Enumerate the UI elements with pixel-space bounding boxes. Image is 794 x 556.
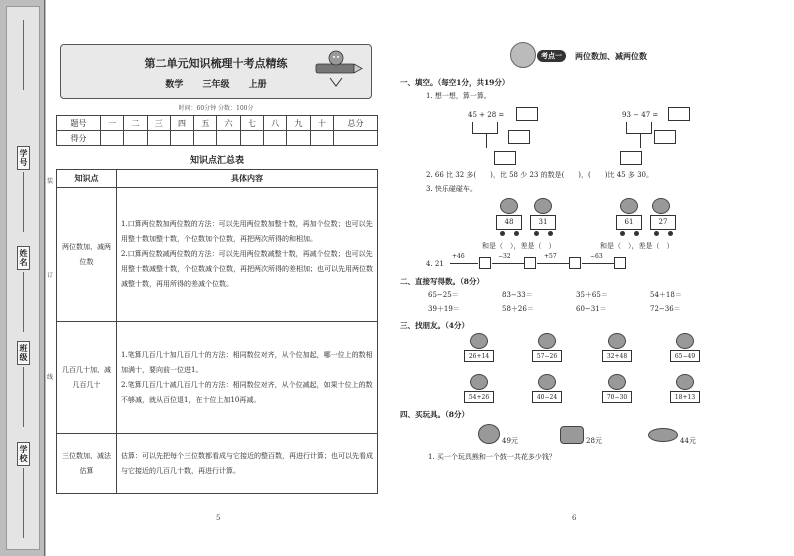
arith-item: 39＋19＝ [428,305,460,313]
dog-icon [652,198,670,214]
wheel-icon [634,231,639,236]
tree2-eq: = [652,111,659,119]
tree2-a: 93 [622,111,631,119]
header-knowledge-point: 知识点 [57,170,117,188]
pencil-mascot-icon [312,48,364,88]
elephant-icon [470,374,488,390]
score-cell: 七 [240,116,263,131]
score-entry[interactable] [310,131,333,146]
score-cell: 一 [101,116,124,131]
wheel-icon [668,231,673,236]
unit-title: 两位数加、减两位数 [575,51,647,61]
arith-item: 72−36＝ [650,305,681,313]
knowledge-content: 1.口算两位数加两位数的方法：可以先用两位数加整十数，再加个位数；也可以先用整十数加整十数，个位数加个位数，再把两次所得的和相加。 2.口算两位数减两位数的方法：可以先用两位数减整十数，再减个位数；也可以先用整十数减整十数，个位数减个位数，再把两次所得的差相加；也可以先用两位数减整十数，再用所得的差减个位数。 [117,188,378,322]
header-content: 具体内容 [117,170,378,188]
score-cell: 二 [124,116,147,131]
bird-icon [608,333,626,349]
page-number-left: 5 [216,514,221,522]
grade-label: 三年级 [202,80,230,90]
drum-icon [560,426,584,444]
strip-label-name: 姓名 [17,246,30,270]
answer-box[interactable] [508,130,530,144]
arith-item: 35＋65＝ [576,291,608,299]
cat-icon [620,198,638,214]
knowledge-content: 1.笔算几百几十加几百几十的方法：相同数位对齐，从个位加起，哪一位上的数相加满十，要向前一位进1。 2.笔算几百几十减几百几十的方法：相同数位对齐，从个位减起，如果十位上的数不够减，就从百位退1，在十位上加10再减。 [117,322,378,434]
subject-label: 数学 [165,80,184,90]
pig-icon [676,333,694,349]
tree-branch [472,122,498,134]
summary-table-title: 知识点汇总表 [189,156,244,166]
edge-mark: 装 [47,178,54,185]
chick-icon [608,374,626,390]
page-number-right: 6 [572,514,577,522]
score-entry[interactable] [264,131,287,146]
knowledge-point: 几百几十加、减几百几十 [57,322,117,434]
wheel-icon [500,231,505,236]
tree1-b: 28 [487,111,497,119]
tree2-expression [622,110,658,120]
arith-item: 83−33＝ [502,291,533,299]
summary-row [57,322,378,434]
friend-card[interactable]: 26+14 [464,350,494,362]
train-car: 48 [496,215,522,230]
arith-item: 60−31＝ [576,305,607,313]
score-table-header-row [57,116,378,131]
wheel-icon [548,231,553,236]
chain-op: −32 [498,253,511,260]
answer-box[interactable] [494,151,516,165]
section1-heading: 一、填空。（每空1分，共19分） [400,78,510,87]
answer-box[interactable] [654,130,676,144]
arith-item: 58＋26＝ [502,305,534,313]
score-cell: 十 [310,116,333,131]
unit-tag: 考点一 [537,50,566,62]
toy-plane-icon [648,428,678,442]
answer-box[interactable] [620,151,642,165]
friend-card[interactable]: 54+26 [464,391,494,403]
section4-heading: 四、买玩具。（8分） [400,410,469,419]
answer-box[interactable] [668,107,690,121]
score-cell: 题号 [57,116,101,131]
tree1-expression [468,110,504,120]
price-tag: 44元 [680,437,696,445]
strip-divider [23,367,24,427]
wheel-icon [620,231,625,236]
score-table-score-row [57,131,378,146]
strip-divider [23,468,24,538]
score-entry[interactable] [217,131,240,146]
arrow-icon [450,263,478,264]
score-entry[interactable] [124,131,147,146]
section2-heading: 二、直接写得数。（8分） [400,277,484,286]
arrow-icon [537,263,569,264]
train2-answer: 和是（ ），差是（ ） [600,242,674,250]
train-car: 27 [650,215,676,230]
knowledge-point: 两位数加、减两位数 [57,188,117,322]
score-cell: 三 [147,116,170,131]
teddy-bear-icon [478,424,500,444]
answer-box[interactable] [569,257,581,269]
answer-box[interactable] [479,257,491,269]
tree-branch [626,122,652,134]
knowledge-summary-table [56,169,378,494]
knowledge-content: 估算：可以先把每个三位数都看成与它接近的整百数，再进行计算；也可以先看成与它接近的几百几十数，再进行计算。 [117,434,378,494]
strip-label-school: 学校 [17,442,30,466]
edge-mark: 订 [47,272,54,279]
chain-op: +57 [544,253,557,260]
wheel-icon [654,231,659,236]
term-label: 上册 [248,80,267,90]
knowledge-point: 三位数加、减法估算 [57,434,117,494]
score-cell: 八 [264,116,287,131]
tree2-b: 47 [641,111,651,119]
arrow-icon [492,263,524,264]
score-entry[interactable] [101,131,124,146]
section3-heading: 三、找朋友。（4分） [400,321,469,330]
dog-icon [534,198,552,214]
answer-box[interactable] [524,257,536,269]
cat-icon [676,374,694,390]
score-entry[interactable] [170,131,193,146]
friend-card[interactable]: 18+13 [670,391,700,403]
score-cell: 九 [287,116,310,131]
tree1-eq: = [498,111,505,119]
section4-question-1: 1. 买一个玩具熊和一个鼓一共花多少钱？ [428,453,556,461]
tree-branch [486,134,487,148]
bear-icon [538,333,556,349]
train-car: 31 [530,215,556,230]
tree1-op: + [479,111,486,119]
friend-card[interactable]: 70−30 [602,391,632,403]
score-cell: 四 [170,116,193,131]
wheel-icon [534,231,539,236]
tree1-a: 45 [468,111,477,119]
tree2-op: − [633,111,640,119]
score-entry[interactable] [194,131,217,146]
question-3: 3. 快乐碰碰车。 [426,185,477,193]
score-cell: 五 [194,116,217,131]
question-4-start: 4. 21 [426,260,444,268]
score-cell: 六 [217,116,240,131]
friend-card[interactable]: 32+48 [602,350,632,362]
score-row-label: 得分 [57,131,101,146]
answer-box[interactable] [516,107,538,121]
friend-card[interactable]: 65−49 [670,350,700,362]
train-car: 61 [616,215,642,230]
chain-op: +46 [452,253,465,260]
summary-row [57,188,378,322]
unit-mascot-icon [510,42,536,68]
edge-mark: 线 [47,374,54,381]
score-entry[interactable] [287,131,310,146]
score-entry[interactable] [240,131,263,146]
binding-cut-line [44,0,45,556]
question-1: 1. 想一想，算一算。 [426,92,491,100]
arith-item: 65−25＝ [428,291,459,299]
train1-answer: 和是（ ），差是（ ） [482,242,556,250]
dog-icon [470,333,488,349]
strip-label-student-id: 学号 [17,146,30,170]
friend-card[interactable]: 57−26 [532,350,562,362]
price-tag: 49元 [502,437,518,445]
strip-label-class: 班级 [17,341,30,365]
score-table [56,115,378,146]
price-tag: 28元 [586,437,602,445]
summary-row [57,434,378,494]
cat-icon [500,198,518,214]
time-score-info: 时间：60分钟 分数：100分 [178,105,254,112]
arrow-icon [582,263,614,264]
wheel-icon [514,231,519,236]
question-2: 2. 66 比 32 多( )，比 58 少 23 的数是( )，( )比 45 多 30。 [426,171,653,179]
answer-box[interactable] [614,257,626,269]
score-entry[interactable] [147,131,170,146]
summary-header-row [57,170,378,188]
chain-op: −63 [590,253,603,260]
score-entry[interactable] [333,131,377,146]
page-title: 第二单元知识梳理十考点精练 [144,57,288,70]
strip-divider [23,272,24,332]
friend-card[interactable]: 40−24 [532,391,562,403]
tree-branch [640,134,641,148]
strip-divider [23,20,24,90]
score-cell: 总分 [333,116,377,131]
penguin-icon [538,374,556,390]
strip-divider [23,172,24,232]
arith-item: 54＋18＝ [650,291,682,299]
